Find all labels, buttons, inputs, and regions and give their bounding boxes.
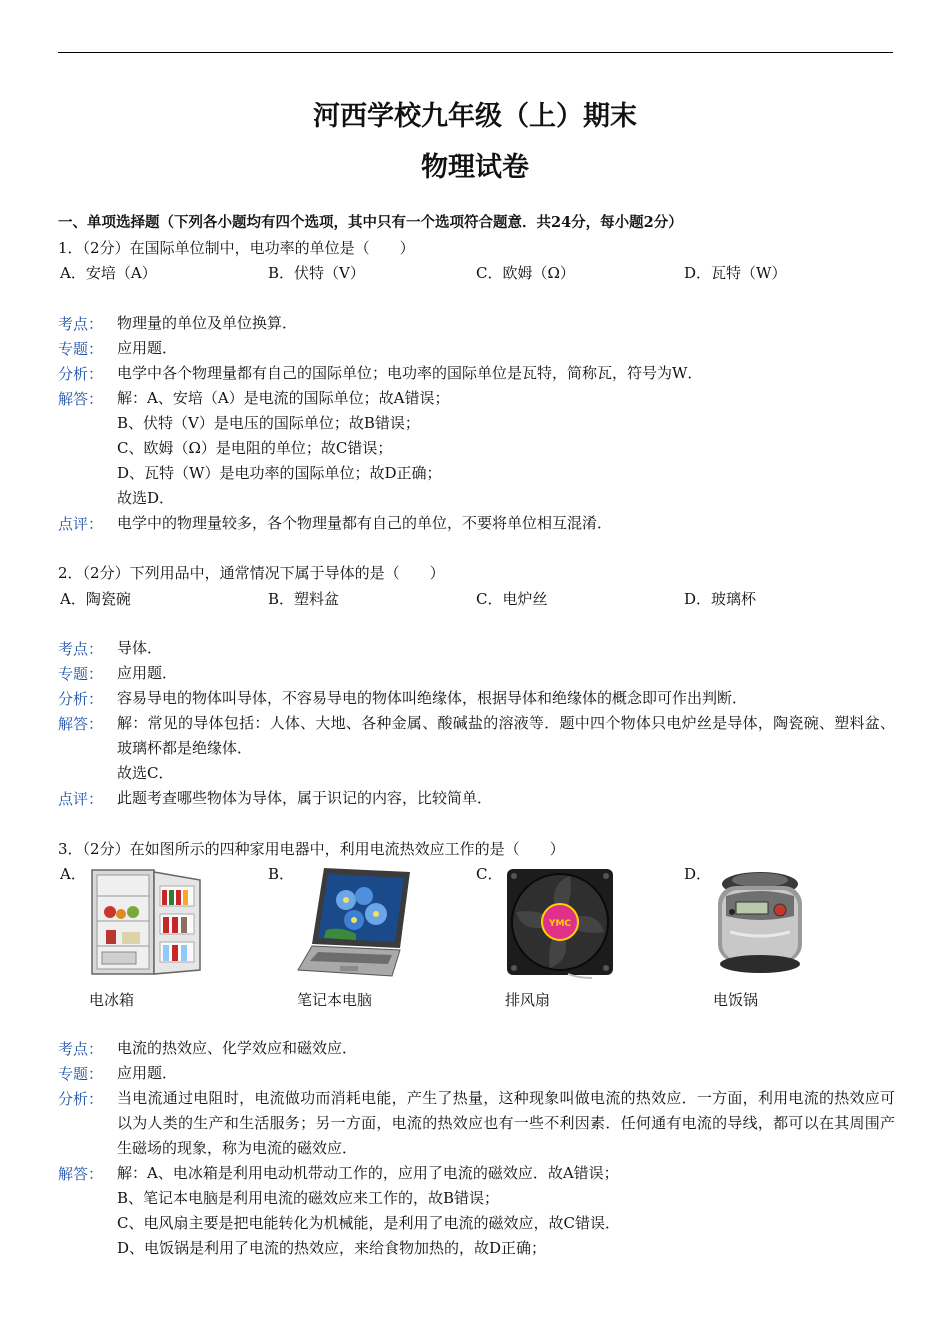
caption-exhaust-fan: 排风扇 [505, 991, 551, 1009]
q1-stem: 1．（2分）在国际单位制中，电功率的单位是（ ） [58, 239, 415, 257]
header-rule [58, 52, 893, 53]
fan-brand-label: YMC [548, 919, 572, 929]
q3-kaodian: 电流的热效应、化学效应和磁效应． [117, 1039, 358, 1057]
q2-jieda: 解：常见的导体包括：人体、大地、各种金属、酸碱盐的溶液等．题中四个物体只电炉丝是导体，陶瓷碗、塑料盆、玻璃杯都是绝缘体． 故选C． [117, 714, 895, 782]
q2-dianping: 此题考查哪些物体为导体，属于识记的内容，比较简单． [117, 789, 493, 807]
q2-fenxi: 容易导电的物体叫导体，不容易导电的物体叫绝缘体，根据导体和绝缘体的概念即可作出判断． [117, 689, 748, 707]
q2-label-fenxi: 分析： [58, 690, 104, 708]
q2-option-b: B．塑料盆 [268, 590, 340, 608]
q3-label-fenxi: 分析： [58, 1090, 104, 1108]
q1-label-zhuanti: 专题： [58, 340, 104, 358]
q1-jieda: 解：A、安培（A）是电流的国际单位；故A错误； B、伏特（V）是电压的国际单位；故B错误； C、欧姆（Ω）是电阻的单位；故C错误； D、瓦特（W）是电功率的国际单位；故D正确； 故选D． [117, 389, 450, 507]
section-heading: 一、单项选择题（下列各小题均有四个选项，其中只有一个选项符合题意．共24分，每小题2分） [58, 214, 683, 231]
exhaust-fan-image [504, 866, 618, 980]
q2-label-kaodian: 考点： [58, 640, 104, 658]
q3-fenxi: 当电流通过电阻时，电流做功而消耗电能，产生了热量，这种现象叫做电流的热效应．一方面，利用电流的热效应可以为人类的生产和生活服务；另一方面，电流的热效应也有一些不利因素．任何通有电流的导线，都可以在其周围产生磁场的现象，称为电流的磁效应． [117, 1089, 895, 1157]
q1-label-kaodian: 考点： [58, 315, 104, 333]
q3-option-c: C． [476, 865, 503, 883]
q2-label-zhuanti: 专题： [58, 665, 104, 683]
q2-kaodian: 导体． [117, 639, 163, 657]
refrigerator-image [88, 866, 214, 980]
q3-label-jieda: 解答： [58, 1165, 104, 1183]
q3-option-d: D． [684, 865, 712, 883]
page-title: 河西学校九年级（上）期末 [313, 101, 637, 132]
q1-fenxi: 电学中各个物理量都有自己的国际单位；电功率的国际单位是瓦特，简称瓦，符号为W． [117, 364, 703, 382]
q3-jieda: 解：A、电冰箱是利用电动机带动工作的，应用了电流的磁效应．故A错误； B、笔记本电脑是利用电流的磁效应来工作的，故B错误； C、电风扇主要是把电能转化为机械能，是利用了电流的磁效应，故C错误． D、电饭锅是利用了电流的热效应，来给食物加热的，故D正确； [117, 1164, 620, 1257]
laptop-image [296, 866, 414, 980]
caption-rice-cooker: 电饭锅 [713, 991, 759, 1009]
q1-option-a: A．安培（A） [60, 264, 157, 282]
q2-stem: 2．（2分）下列用品中，通常情况下属于导体的是（ ） [58, 564, 445, 582]
q1-dianping: 电学中的物理量较多，各个物理量都有自己的单位，不要将单位相互混淆． [117, 514, 613, 532]
q2-zhuanti: 应用题． [117, 664, 178, 682]
q3-stem: 3．（2分）在如图所示的四种家用电器中，利用电流热效应工作的是（ ） [58, 840, 565, 858]
q3-zhuanti: 应用题． [117, 1064, 178, 1082]
q3-label-zhuanti: 专题： [58, 1065, 104, 1083]
q1-label-jieda: 解答： [58, 390, 104, 408]
q3-option-b: B． [268, 865, 295, 883]
q1-label-dianping: 点评： [58, 515, 104, 533]
caption-laptop: 笔记本电脑 [297, 991, 373, 1009]
rice-cooker-image [712, 866, 808, 978]
caption-refrigerator: 电冰箱 [89, 991, 135, 1009]
q1-option-d: D．瓦特（W） [684, 264, 787, 282]
q2-option-d: D．玻璃杯 [684, 590, 757, 608]
q2-label-jieda: 解答： [58, 715, 104, 733]
q1-kaodian: 物理量的单位及单位换算． [117, 314, 298, 332]
q1-label-fenxi: 分析： [58, 365, 104, 383]
q1-zhuanti: 应用题． [117, 339, 178, 357]
q3-label-kaodian: 考点： [58, 1040, 104, 1058]
q2-label-dianping: 点评： [58, 790, 104, 808]
q1-option-b: B．伏特（V） [268, 264, 365, 282]
q2-option-a: A．陶瓷碗 [60, 590, 131, 608]
q1-option-c: C．欧姆（Ω） [476, 264, 575, 282]
q2-option-c: C．电炉丝 [476, 590, 548, 608]
q3-option-a: A． [60, 865, 86, 883]
page-subtitle: 物理试卷 [421, 152, 529, 183]
